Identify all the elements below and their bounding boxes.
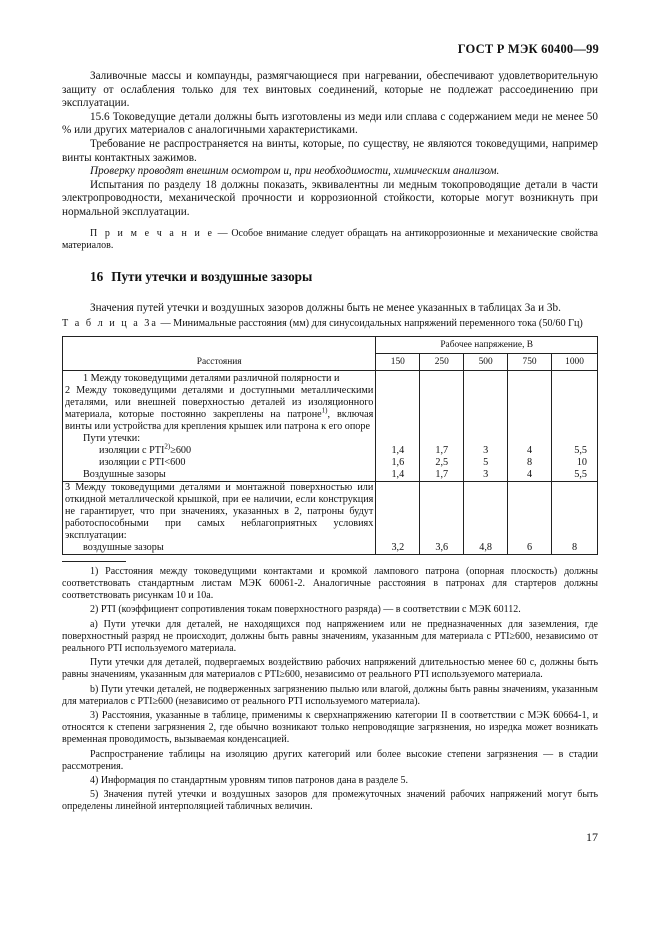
table-row [63,370,598,385]
table-row [63,542,598,555]
voltage-col: 150 [376,353,420,370]
value-cell: 10 [552,457,598,469]
paragraph: Заливочные массы и компаунды, размягчающиеся при нагревании, обеспечивают удовлетворительную защиту от ослабления только для тех винтовых соединений, которые не подлежат рассоединению при эксплуатации. [62,70,598,110]
note-text: — Особое внимание следует обращать на антикоррозионные и механические свойства материалов. [62,227,598,251]
voltage-col: 250 [420,353,464,370]
table-caption-text: — Минимальные расстояния (мм) для синусоидальных напряжений переменного тока (50/60 Гц) [157,318,583,330]
value-cell: 8 [508,457,552,469]
distances-column-header: Расстояния [63,336,376,370]
row-1-text: 1 Между токоведущими деталями различной полярности и [63,370,376,385]
section-heading [62,270,598,284]
value-cell: 5 [464,457,508,469]
footnote: b) Пути утечки деталей, не подверженных загрязнению пылью или влагой, должны быть равны значениям, указанным для материалов с PTI≥600 (независимо от реального PTI используемого материала). [62,683,598,707]
footnote: 3) Расстояния, указанные в таблице, применимы к сверхнапряжению категории II в соответствии с МЭК 60664-1, и относятся к степени загрязнения 2, где обычно возникают только непроводящие загрязнения, но изредка может возникать временная проводимость, вызываемая конденсацией. [62,709,598,746]
paragraph: Испытания по разделу 18 должны показать, эквивалентны ли медным токопроводящие детали в части электропроводности, механической прочности и коррозионной стойкости, которые могут возникнуть при нормальной эксплуатации. [62,178,598,218]
footnote: a) Пути утечки для деталей, не находящихся под напряжением или не предназначенных для заземления, где поверхностный разряд не происходит, должны быть равны значениям, указанным для материала с PTI≥600, независимо от реального PTI используемого материала. [62,618,598,654]
table-caption [62,317,598,331]
footnote: 2) PTI (коэффициент сопротивления токам поверхностного разряда) — в соответствии с МЭК 60112. [90,604,521,616]
voltage-col: 500 [464,353,508,370]
value-cell: 6 [508,542,552,555]
value-cell: 4 [508,445,552,457]
footnote: Распространение таблицы на изоляцию других категорий или более высокие степени загрязнения — в стадии рассмотрения. [62,748,598,772]
value-cell: 1,7 [420,445,464,457]
section-number: 16 [90,268,104,284]
value-cell: 4,8 [464,542,508,555]
section-title: Пути утечки и воздушные зазоры [111,268,313,284]
verification-text: Проверку проводят внешним осмотром и, при необходимости, химическим анализом. [90,165,500,178]
table-row [63,445,598,457]
page-number: 17 [586,830,598,844]
table-row [63,457,598,469]
insulation-pti-low: изоляции с PTI<600 [63,457,376,469]
voltage-col: 750 [508,353,552,370]
creepage-label: Пути утечки: [63,433,376,445]
value-cell: 1,7 [420,469,464,482]
table-label: Т а б л и ц а 3а [62,318,158,330]
row-2-text: 2 Между токоведущими деталями и доступными металлическими деталями, или внешней поверхностью деталей из изоляционного материала, которые постоянно закреплены на патроне$^{1)}$, включая винты или устройства для крепления крышек или патрона к его опоре [63,385,376,433]
table-row [63,469,598,482]
table-row [63,481,598,542]
section-intro: Значения путей утечки и воздушных зазоров должны быть не менее указанных в таблицах 3а и 3b. [90,301,561,314]
footnote-divider [62,561,126,562]
voltage-col: 1000 [552,353,598,370]
row-3-text: 3 Между токоведущими деталями и монтажной поверхностью или откидной металлической крышкой, при ее наличии, если конструкция не гарантирует, что при значениях, указанных в 2, патроны будут работоспособными при самых неблагоприятных условиях эксплуатации: [63,481,376,542]
value-cell: 2,5 [420,457,464,469]
footnote: Пути утечки для деталей, подвергаемых воздействию рабочих напряжений длительностью менее 60 с, должны быть равны значениям, указанным для материалов с PTI≥600, независимо от реального PTI используемого материала. [62,657,598,681]
distances-table [62,336,598,555]
value-cell: 5,5 [552,445,598,457]
document-header: ГОСТ Р МЭК 60400—99 [457,42,599,56]
value-cell: 3,2 [376,542,420,555]
value-cell: 8 [552,542,598,555]
value-cell: 3 [464,445,508,457]
note [62,228,598,252]
air-gaps-lower-label: воздушные зазоры [63,542,376,555]
value-cell: 1,4 [376,445,420,457]
footnote: 5) Значения путей утечки и воздушных зазоров для промежуточных значений рабочих напряжений могут быть определены линейной интерполяцией табличных величин. [62,789,598,813]
paragraph: Требование не распространяется на винты, которые, по существу, не являются токоведущими, например винты контактных зажимов. [62,137,598,164]
value-cell: 4 [508,469,552,482]
insulation-pti-high: изоляции с $PTI^{2)}\ge 600$ [63,445,376,457]
air-gaps-label: Воздушные зазоры [63,469,376,482]
page-content [62,70,598,814]
footnote: 1) Расстояния между токоведущими контактами и кромкой лампового патрона (опорная плоскость) должны соответствовать стандартным листам МЭК 60061-2. Аналогичные расстояния в патронах для стартеров должны соответствовать рисункам 10 и 10а. [62,565,598,602]
value-cell: 5,5 [552,469,598,482]
table-row [63,433,598,445]
value-cell: 3 [464,469,508,482]
value-cell: 1,4 [376,469,420,482]
voltage-header: Рабочее напряжение, В [376,336,598,353]
table-row [63,385,598,433]
value-cell: 1,6 [376,457,420,469]
clause-15-6: 15.6 Токоведущие детали должны быть изготовлены из меди или сплава с содержанием меди не менее 50 % или других материалов с аналогичными характеристиками. [62,110,598,137]
note-label: П р и м е ч а н и е [90,227,214,239]
footnote: 4) Информация по стандартным уровням типов патронов дана в разделе 5. [90,774,409,786]
value-cell: 3,6 [420,542,464,555]
